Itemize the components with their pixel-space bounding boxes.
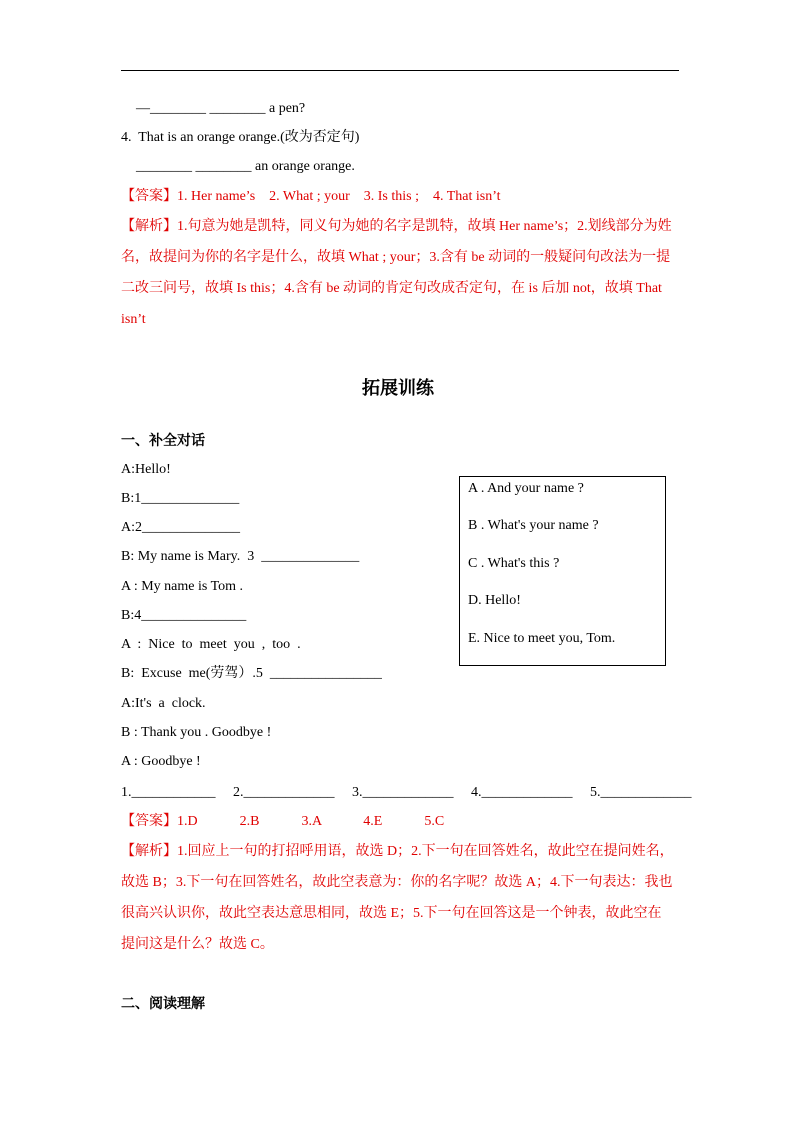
analysis-text: 1.句意为她是凯特，同义句为她的名字是凯特，故填 Her name’s；2.划线部分为姓 xyxy=(177,219,672,234)
answer-block-2 xyxy=(121,813,444,831)
answer-tag: 【答案】 xyxy=(121,814,177,829)
dialogue-line: B:1______________ xyxy=(121,491,240,506)
q3-blank-line: —________ ________ a pen? xyxy=(136,101,306,116)
dialogue-line: A:It's a clock. xyxy=(121,696,206,711)
q4-blank-line: ________ ________ an orange orange. xyxy=(136,159,355,174)
section-heading-1: 一、补全对话 xyxy=(121,433,205,449)
page-title: 拓展训练 xyxy=(362,378,434,399)
analysis-tag: 【解析】 xyxy=(121,219,177,234)
question-4: 4. That is an orange orange.(改为否定句) xyxy=(121,130,360,145)
analysis-2-line-3: 很高兴认识你，故此空表达意思相同，故选 E；5.下一句在回答这是一个钟表，故此空在 xyxy=(121,906,662,921)
analysis-1-line-4: isn’t xyxy=(121,312,146,327)
answer-text: 1. Her name’s 2. What ; your 3. Is this ; 4. That isn’t xyxy=(177,189,501,204)
option-d: D. Hello! xyxy=(468,593,521,608)
analysis-text: 1.回应上一句的打招呼用语，故选 D；2.下一句在回答姓名，故此空在提问姓名， xyxy=(177,844,674,859)
dialogue-line: B: My name is Mary. 3 ______________ xyxy=(121,549,360,564)
header-rule xyxy=(121,70,679,71)
answer-text: 1.D 2.B 3.A 4.E 5.C xyxy=(177,814,445,829)
dialogue-line: B : Thank you . Goodbye ! xyxy=(121,725,272,740)
answer-tag: 【答案】 xyxy=(121,189,177,204)
dialogue-line: A : Goodbye ! xyxy=(121,754,201,769)
analysis-2-line-2: 故选 B；3.下一句在回答姓名，故此空表意为：你的名字呢？故选 A；4.下一句表达：我也 xyxy=(121,875,673,890)
analysis-tag: 【解析】 xyxy=(121,844,177,859)
dialogue-line: B: Excuse me(劳驾）.5 ________________ xyxy=(121,666,382,681)
dialogue-line: A:Hello! xyxy=(121,462,171,477)
option-b: B . What's your name ? xyxy=(468,518,599,533)
section-heading-2: 二、阅读理解 xyxy=(121,996,205,1012)
analysis-2-line-4: 提问这是什么？故选 C。 xyxy=(121,937,274,952)
option-e: E. Nice to meet you, Tom. xyxy=(468,631,616,646)
answer-blanks-line: 1.____________ 2._____________ 3._____________ 4._____________ 5._____________ xyxy=(121,785,692,800)
analysis-1-line-3: 二改三问号，故填 Is this；4.含有 be 动词的肯定句改成否定句，在 is 后加 not，故填 That xyxy=(121,281,662,296)
analysis-1-line-1 xyxy=(121,218,672,236)
dialogue-line: A : My name is Tom . xyxy=(121,579,244,594)
options-box xyxy=(459,476,666,666)
analysis-2-line-1 xyxy=(121,843,674,861)
analysis-1-line-2: 名，故提问为你的名字是什么，故填 What ; your；3.含有 be 动词的一般疑问句改法为一提 xyxy=(121,250,671,265)
dialogue-line: A : Nice to meet you , too . xyxy=(121,637,301,652)
dialogue-line: B:4_______________ xyxy=(121,608,247,623)
answer-block-1 xyxy=(121,188,501,206)
option-c: C . What's this ? xyxy=(468,556,560,571)
option-a: A . And your name ? xyxy=(468,481,584,496)
dialogue-line: A:2______________ xyxy=(121,520,240,535)
